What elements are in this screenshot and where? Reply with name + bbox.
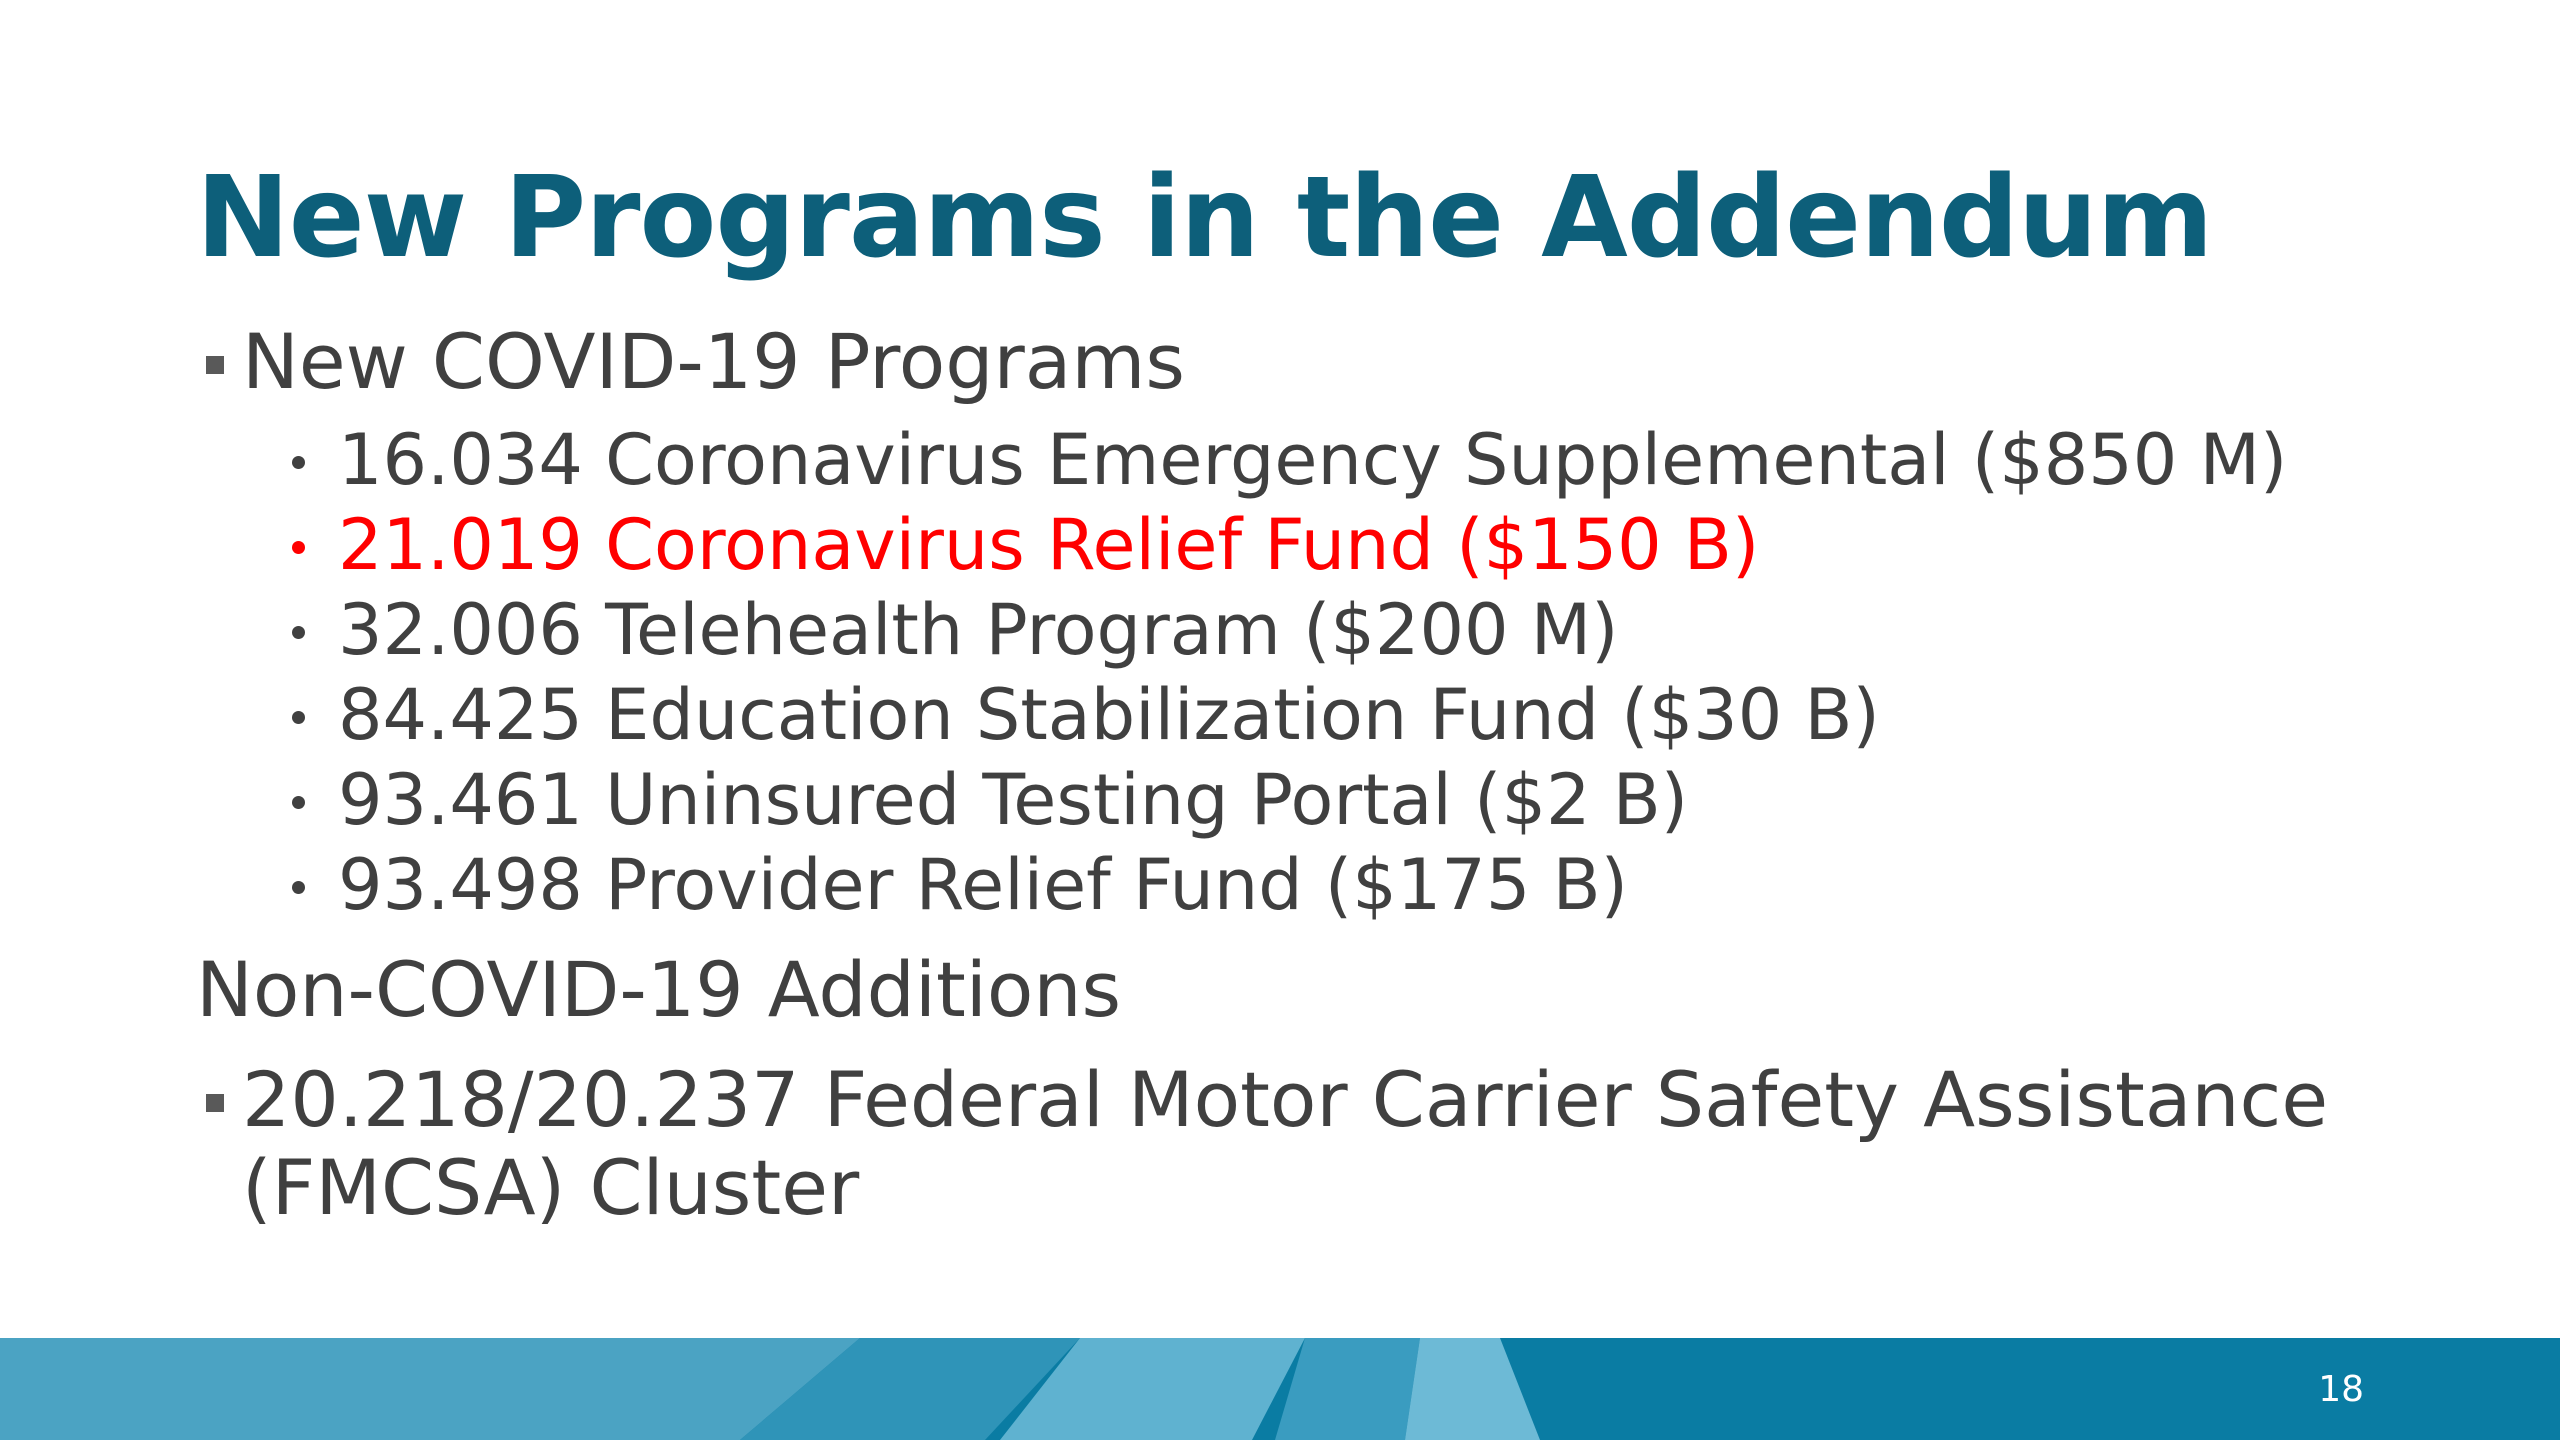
heading-non-covid-additions — [196, 946, 2446, 1034]
round-bullet-icon — [292, 456, 305, 469]
round-bullet-icon — [292, 796, 305, 809]
slide-body — [196, 318, 2446, 1232]
footer-band — [0, 1338, 2560, 1440]
heading-text: Non-COVID-19 Additions — [196, 945, 1122, 1034]
round-bullet-icon — [292, 711, 305, 724]
list-item-text: 32.006 Telehealth Program ($200 M) — [338, 589, 1619, 671]
page-number: 18 — [2318, 1369, 2364, 1410]
bullet-fmcsa-cluster — [196, 1056, 2446, 1232]
round-bullet-icon — [292, 881, 305, 894]
round-bullet-icon — [292, 626, 305, 639]
square-bullet-icon — [206, 356, 224, 374]
bullet-new-covid-programs — [196, 318, 2446, 406]
list-item-text: 93.498 Provider Relief Fund ($175 B) — [338, 844, 1628, 926]
square-bullet-icon — [206, 1094, 224, 1112]
covid-program-list — [196, 418, 2446, 928]
list-item — [196, 758, 2446, 843]
list-item-highlighted — [196, 503, 2446, 588]
bullet-text: New COVID-19 Programs — [242, 317, 1185, 406]
round-bullet-icon — [292, 541, 305, 554]
list-item-text: 84.425 Education Stabilization Fund ($30 B) — [338, 674, 1880, 756]
bullet-text: 20.218/20.237 Federal Motor Carrier Safety Assistance (FMCSA) Cluster — [242, 1055, 2329, 1232]
list-item — [196, 843, 2446, 928]
list-item-text: 93.461 Uninsured Testing Portal ($2 B) — [338, 759, 1689, 841]
list-item-text: 21.019 Coronavirus Relief Fund ($150 B) — [338, 504, 1760, 586]
list-item — [196, 588, 2446, 673]
list-item-text: 16.034 Coronavirus Emergency Supplemental ($850 M) — [338, 419, 2288, 501]
slide-title: New Programs in the Addendum — [196, 153, 2213, 283]
list-item — [196, 418, 2446, 503]
footer-decoration — [0, 1338, 2560, 1440]
footer-stripe-light — [0, 1338, 860, 1440]
list-item — [196, 673, 2446, 758]
